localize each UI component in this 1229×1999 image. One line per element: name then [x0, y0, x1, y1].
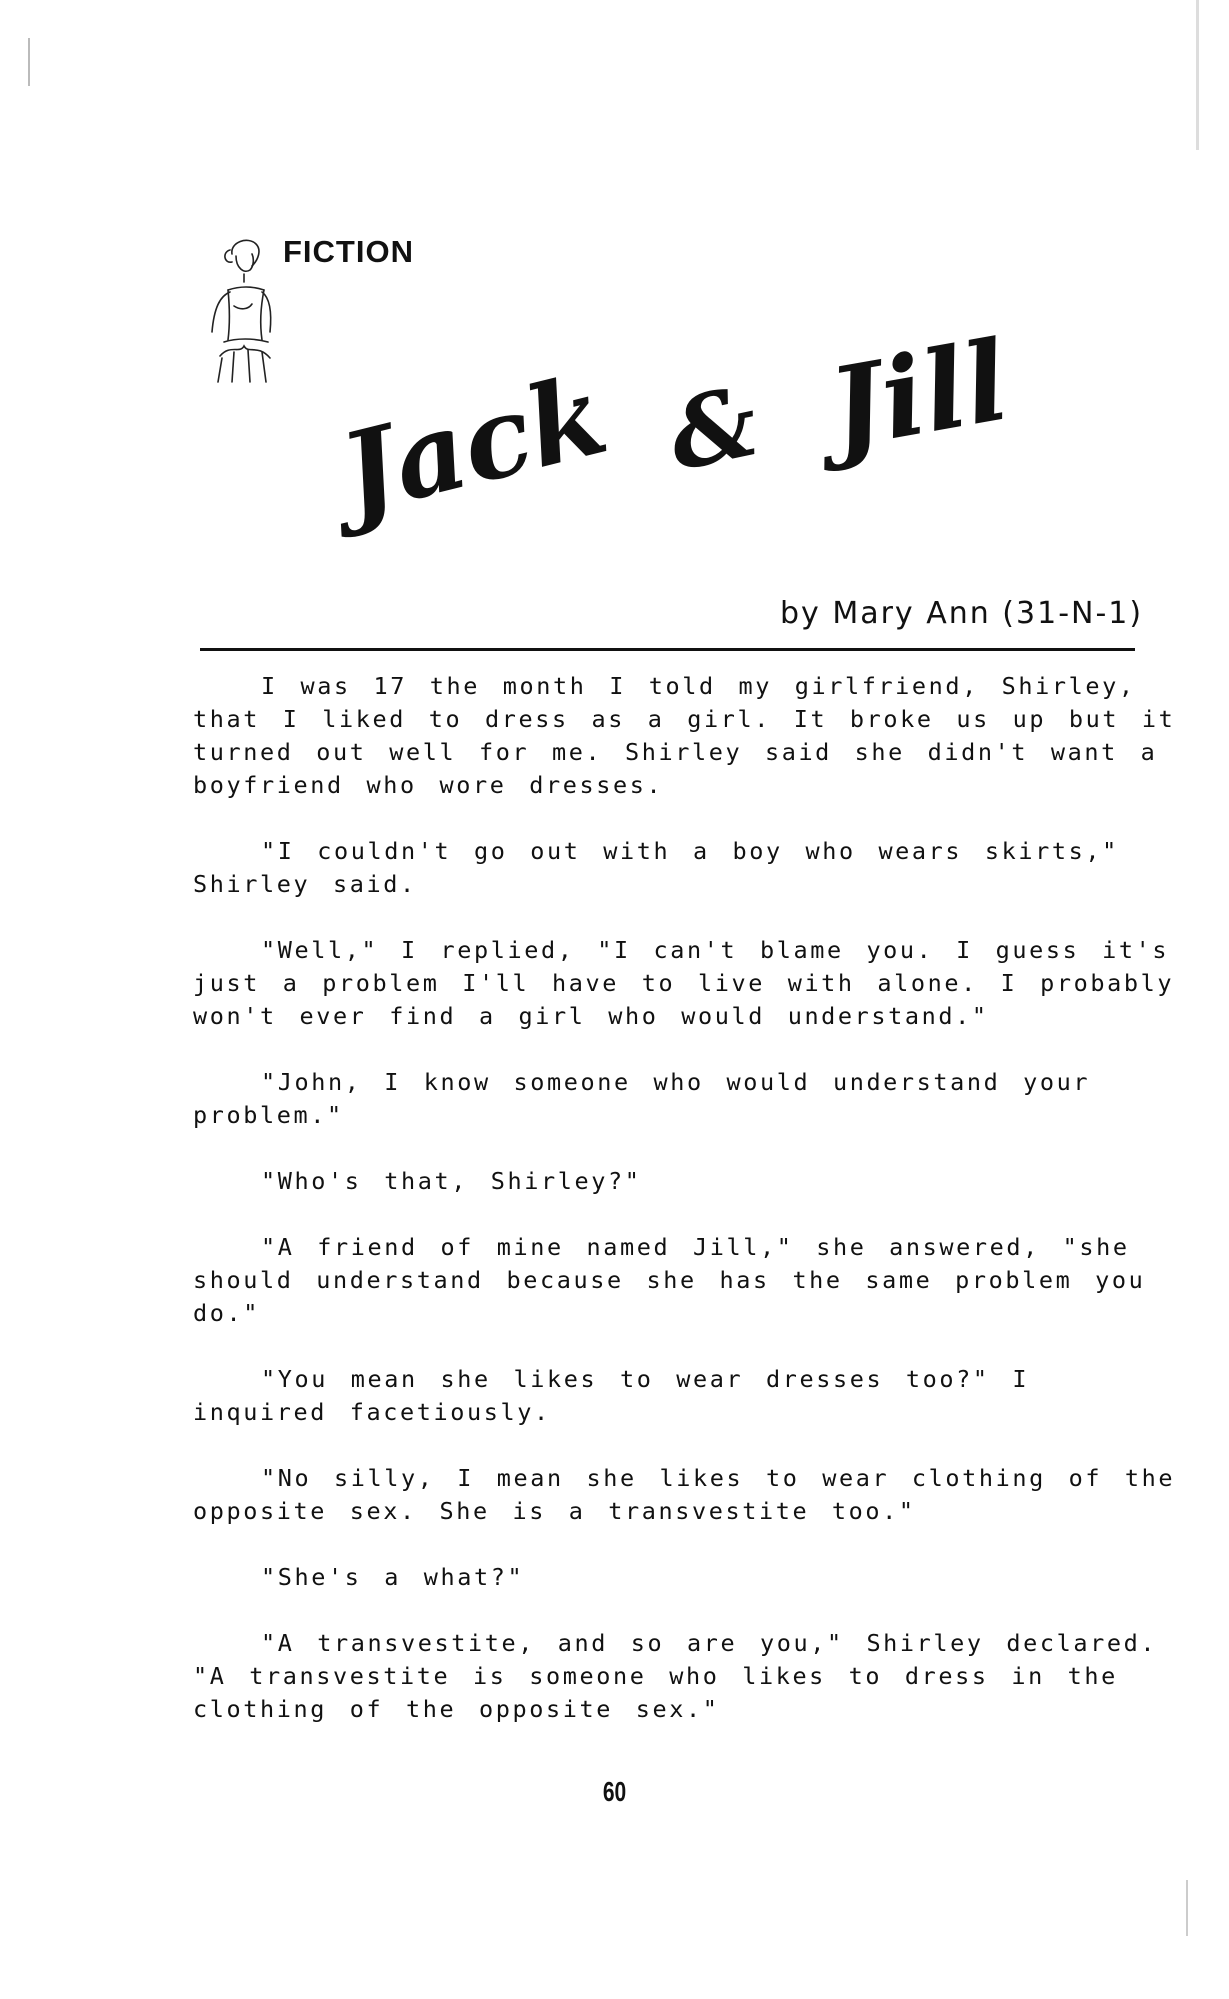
story-title — [328, 315, 1040, 570]
section-label: FICTION — [283, 234, 414, 269]
scan-edge-mark — [1186, 1880, 1188, 1936]
title-word-jill: Jill — [820, 315, 1018, 474]
story-paragraph: "John, I know someone who would understand your problem." — [193, 1068, 1091, 1129]
scan-edge-mark — [1196, 0, 1199, 150]
title-ampersand: & — [659, 364, 768, 493]
story-paragraph: "She's a what?" — [261, 1563, 525, 1591]
story-paragraph: "Well," I replied, "I can't blame you. I guess it's just a problem I'll have to live with alone. I probably won't ever find a girl who would understand." — [193, 936, 1175, 1030]
title-rule — [200, 648, 1135, 651]
story-paragraph: "A friend of mine named Jill," she answered, "she should understand because she has the same problem you do." — [193, 1233, 1146, 1327]
story-paragraph: "A transvestite, and so are you," Shirley declared. "A transvestite is someone who likes to dress in the clothing of the opposite sex." — [193, 1629, 1158, 1723]
page-number: 60 — [602, 1776, 627, 1807]
byline: by Mary Ann (31-N-1) — [780, 596, 1144, 631]
woman-sketch-icon — [200, 236, 290, 386]
story-body — [193, 670, 1183, 1759]
story-paragraph: "Who's that, Shirley?" — [261, 1167, 642, 1195]
scan-edge-mark — [28, 38, 30, 86]
story-paragraph: "I couldn't go out with a boy who wears skirts," Shirley said. — [193, 837, 1119, 898]
story-paragraph: "You mean she likes to wear dresses too?" I inquired facetiously. — [193, 1365, 1030, 1426]
story-paragraph: "No silly, I mean she likes to wear clothing of the opposite sex. She is a transvestite too." — [193, 1464, 1176, 1525]
title-word-jack: Jack — [328, 349, 619, 539]
story-paragraph: I was 17 the month I told my girlfriend, Shirley, that I liked to dress as a girl. It broke us up but it turned out well for me. Shirley said she didn't want a boyfriend who wore dresses. — [193, 672, 1176, 799]
